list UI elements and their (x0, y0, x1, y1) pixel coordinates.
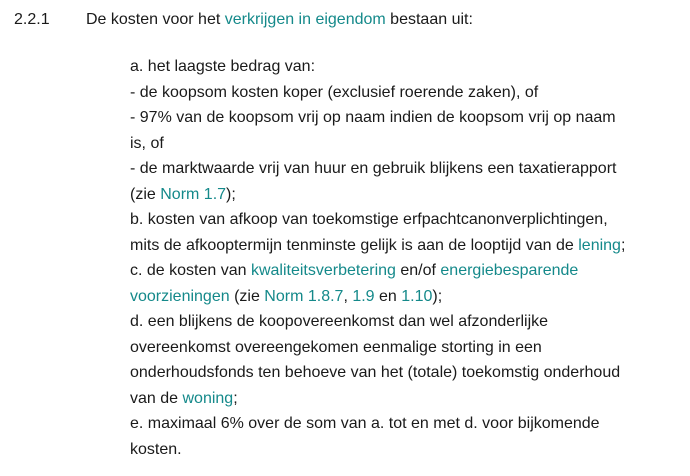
body-line (130, 105, 682, 131)
body-text: , (343, 287, 353, 305)
body-line (130, 411, 682, 437)
body-line (130, 258, 682, 284)
inline-link[interactable]: energiebesparende (440, 262, 579, 279)
body-text: van de (130, 389, 183, 407)
body-text: kosten. (130, 440, 182, 458)
body-line (130, 360, 682, 386)
body-text: - de marktwaarde vrij van huur en gebruik blijkens een taxatierapport (130, 160, 617, 177)
body-text: mits de afkooptermijn tenminste gelijk is aan de looptijd van de (130, 236, 579, 254)
body-line (130, 80, 682, 106)
inline-link[interactable]: 1.9 (352, 287, 375, 305)
body-text: a. het laagste bedrag van: (130, 58, 316, 75)
link-verkrijgen-in-eigendom[interactable]: verkrijgen in eigendom (224, 11, 386, 28)
inline-link[interactable]: Norm 1.7 (160, 185, 227, 203)
section-heading (86, 8, 473, 32)
body-line (130, 386, 682, 412)
heading-text: De kosten voor het (86, 11, 225, 28)
body-text: ; (233, 389, 238, 407)
body-text: (zie (229, 287, 265, 305)
body-text: c. de kosten van (130, 262, 251, 279)
body-line (130, 335, 682, 361)
inline-link[interactable]: kwaliteitsverbetering (250, 262, 396, 279)
inline-link[interactable]: Norm 1.8.7 (264, 287, 344, 305)
body-line (130, 182, 682, 208)
body-line (130, 54, 682, 80)
body-text: en (374, 287, 402, 305)
body-text: en/of (395, 262, 441, 279)
heading-text: bestaan uit: (385, 11, 473, 28)
body-text: - 97% van de koopsom vrij op naam indien de koopsom vrij op naam (130, 109, 616, 126)
inline-link[interactable]: woning (182, 389, 234, 407)
body-line (130, 284, 682, 310)
body-text: ); (432, 287, 443, 305)
body-line (130, 131, 682, 157)
body-line (130, 207, 682, 233)
body-text: d. een blijkens de koopovereenkomst dan wel afzonderlijke (130, 313, 549, 330)
body-line (130, 156, 682, 182)
body-text: onderhoudsfonds ten behoeve van het (totale) toekomstig onderhoud (130, 364, 621, 381)
section-number: 2.2.1 (14, 11, 50, 28)
body-text: (zie (130, 185, 161, 203)
body-text: ); (226, 185, 236, 203)
section-body (130, 54, 682, 462)
body-text: - de koopsom kosten koper (exclusief roerende zaken), of (130, 83, 539, 101)
body-text: e. maximaal 6% over de som van a. tot en met d. voor bijkomende (130, 415, 600, 432)
inline-link[interactable]: lening (578, 236, 621, 254)
body-line (130, 309, 682, 335)
body-line (130, 437, 682, 463)
body-text: ; (620, 236, 626, 254)
body-line (130, 233, 682, 259)
body-text: b. kosten van afkoop van toekomstige erfpachtcanonverplichtingen, (130, 211, 608, 228)
body-text: is, of (130, 134, 164, 152)
body-text: overeenkomst overeengekomen eenmalige storting in een (130, 338, 542, 356)
inline-link[interactable]: 1.10 (401, 287, 433, 305)
inline-link[interactable]: voorzieningen (130, 287, 230, 305)
